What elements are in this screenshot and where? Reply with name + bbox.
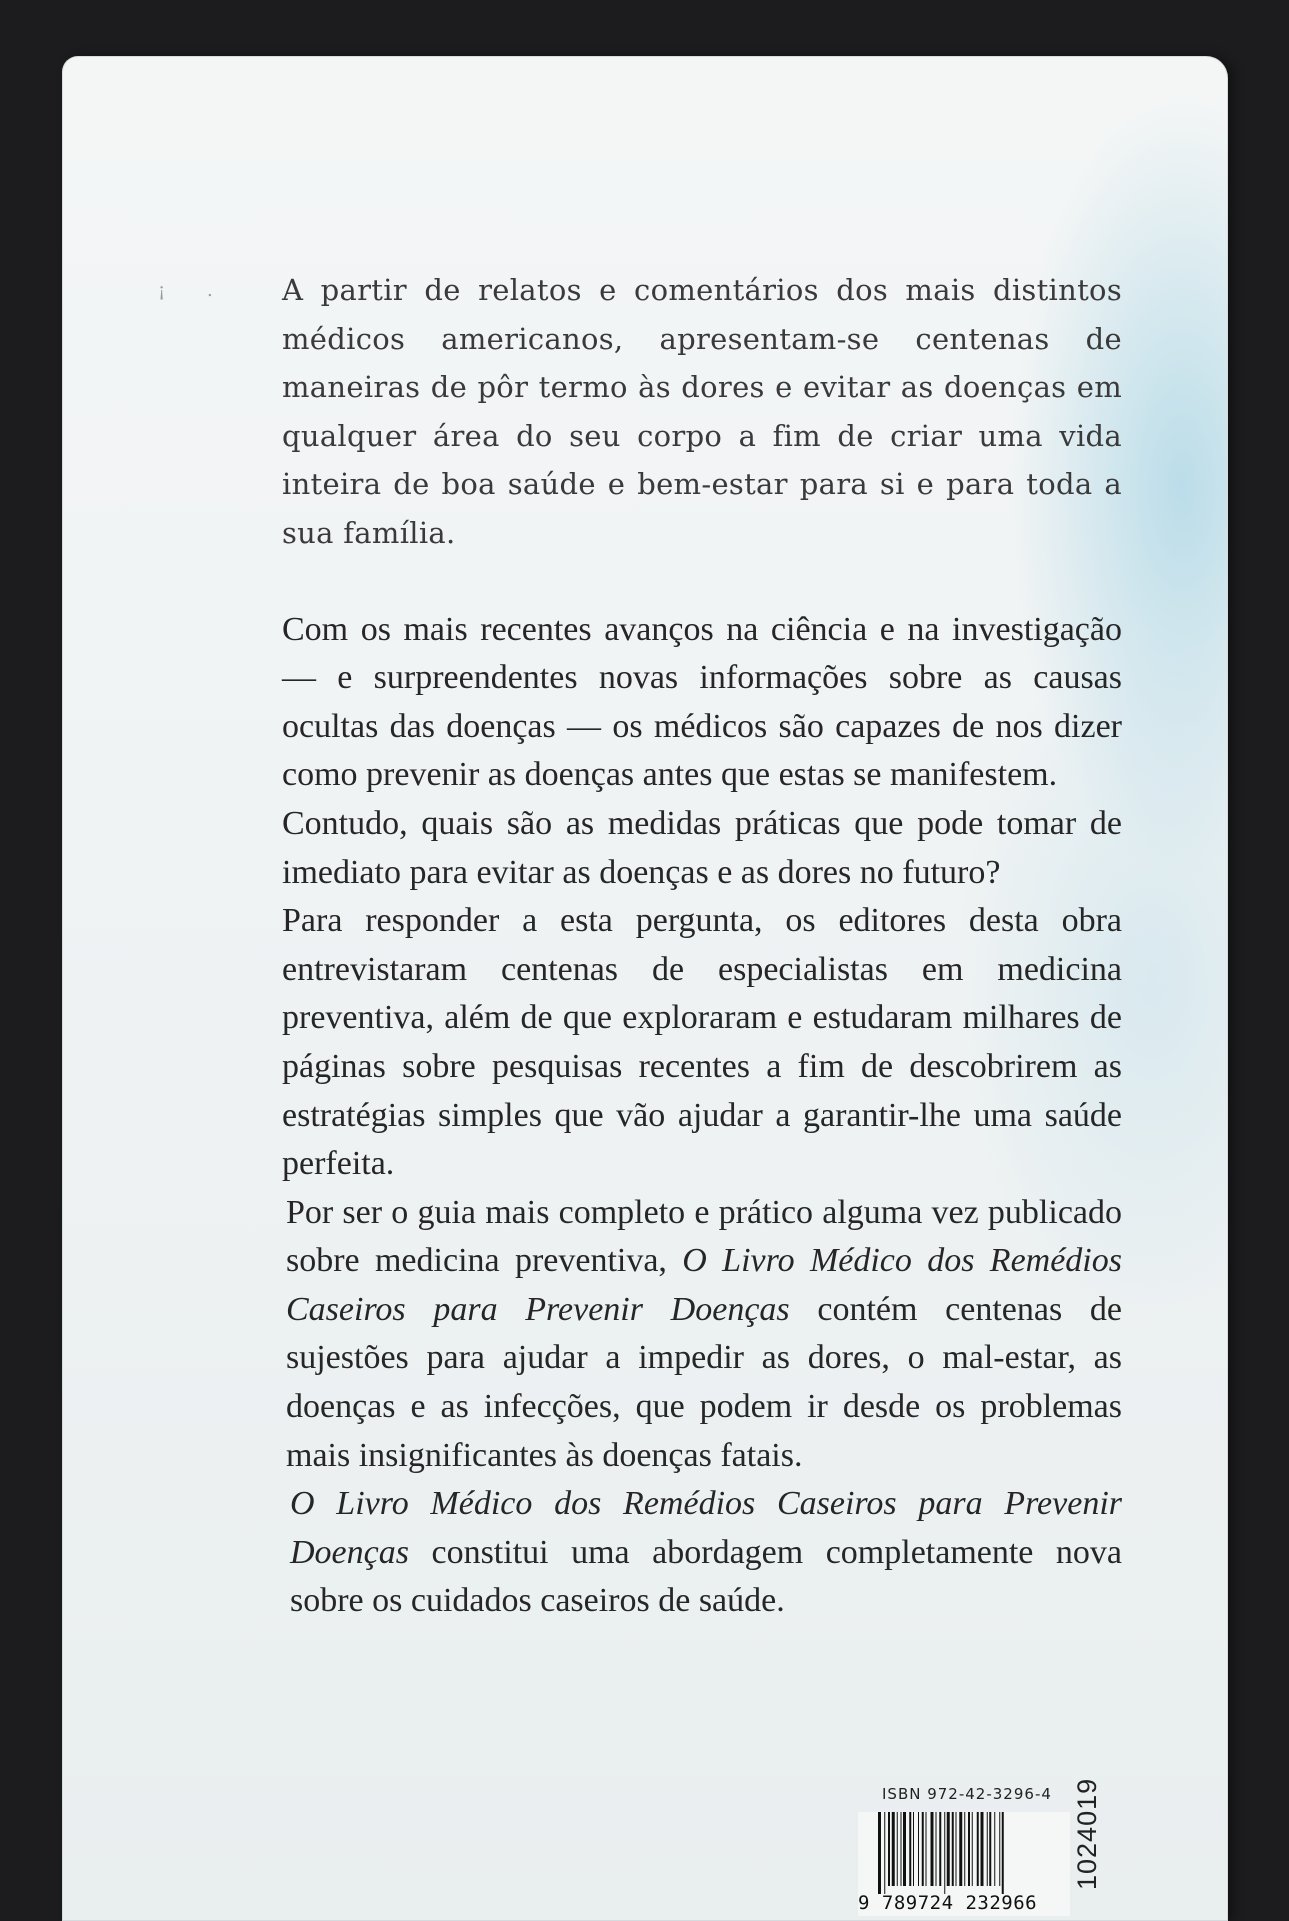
book-back-cover [62,56,1228,1921]
barcode-bar [939,1812,941,1886]
barcode-bar [878,1812,881,1894]
barcode-bar [922,1812,924,1886]
barcode-bar [999,1812,1000,1886]
barcode-bar [918,1812,919,1886]
blurb-paragraph-4: Para responder a esta pergunta, os editores desta obra entrevistaram centenas de especialistas em medicina preventiva, além de que exploraram e estudaram milhares de páginas sobre pesquisas recentes a fim de descobrirem as estratégias simples que vão ajudar a garantir-lhe uma saúde perfeita. [282,902,1122,1183]
barcode-bar [956,1812,957,1886]
barcode-bars [876,1812,1056,1894]
barcode-bar [936,1812,937,1886]
barcode [858,1812,1070,1916]
barcode-bar [913,1812,914,1886]
barcode-bar [952,1812,954,1886]
blurb-paragraph-2: Com os mais recentes avanços na ciência e na investigação — e surpreendentes novas informações sobre as causas ocultas das doenças — os médicos são capazes de nos dizer como prevenir as doenças antes que estas se manifestem. [282,610,1122,794]
barcode-bar [909,1812,911,1886]
paragraph-6-end: constitui uma abordagem completamente nova sobre os cuidados caseiros de saúde. [290,1533,1122,1620]
barcode-bar [926,1812,927,1886]
blurb-text [282,266,1122,1626]
barcode-bar [972,1812,973,1886]
barcode-bar [892,1812,895,1886]
product-code: 1024019 [1072,1777,1102,1890]
barcode-bar [968,1812,970,1886]
barcode-bar [888,1812,890,1886]
barcode-bar [1002,1812,1004,1894]
isbn-label: ISBN 972-42-3296-4 [882,1785,1052,1803]
barcode-bar [947,1812,950,1886]
barcode-bar [959,1812,962,1886]
barcode-number: 9 789724 232966 [858,1892,1038,1914]
barcode-bar [994,1812,995,1886]
paragraph-5-end: contém centenas de sujestões para ajudar a impedir as dores, o mal-estar, as doenças e as infecções, que podem ir desde os problemas mais insignificantes às doenças fatais. [286,1290,1122,1474]
barcode-bar [987,1812,988,1886]
barcode-bar [901,1812,902,1886]
barcode-bar [931,1812,934,1886]
barcode-bar [977,1812,979,1886]
blurb-paragraph-5 [282,1189,1122,1481]
barcode-bar [903,1812,906,1886]
barcode-bar [981,1812,984,1886]
paragraph-spacer [282,558,1122,606]
barcode-bar [897,1812,898,1886]
book-title-inline: O Livro Médico dos Remédios Caseiros para Prevenir Doenças [286,1242,1122,1328]
blurb-paragraph-3: Contudo, quais são as medidas práticas que pode tomar de imediato para evitar as doenças e as dores no futuro? [282,804,1122,891]
cover-blemish: ¡ . [158,280,231,301]
paragraph-5-start: Por ser o guia mais completo e prático alguma vez publicado sobre medicina preventiva, [286,1193,1122,1280]
barcode-bar [964,1812,965,1886]
barcode-bar [944,1812,945,1894]
blurb-paragraph-1: A partir de relatos e comentários dos mais distintos médicos americanos, apresentam-se centenas de maneiras de pôr termo às dores e evitar as doenças em qualquer área do seu corpo a fim de criar uma vida inteira de boa saúde e bem-estar para si e para toda a sua família. [282,273,1122,550]
blurb-paragraph-6 [282,1480,1122,1626]
book-title-inline: O Livro Médico dos Remédios Caseiros para Prevenir Doenças [290,1485,1122,1571]
barcode-bar [884,1812,885,1894]
barcode-bar [989,1812,991,1886]
